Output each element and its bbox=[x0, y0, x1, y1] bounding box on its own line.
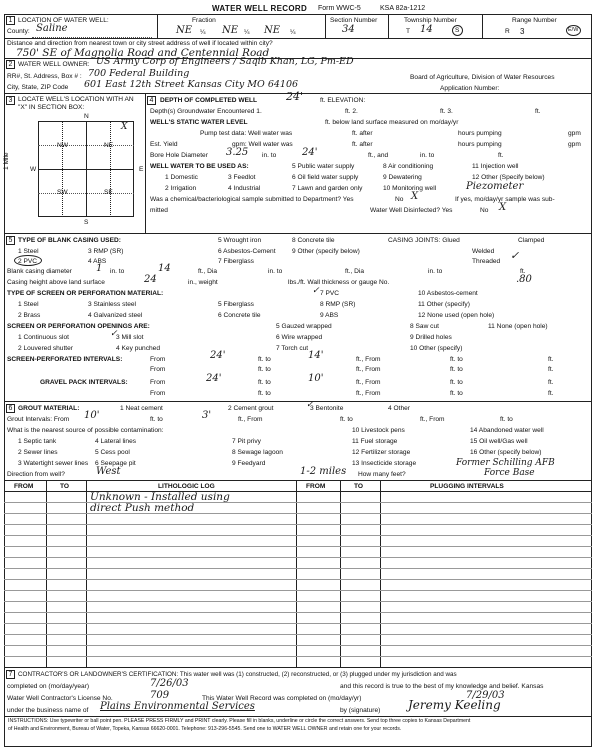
lithologic-log-header: LITHOLOGIC LOG bbox=[158, 483, 215, 490]
contam-4[interactable]: 4 Lateral lines bbox=[95, 438, 137, 445]
perf-from-label: From bbox=[150, 356, 166, 363]
gravel-to-value[interactable]: 10' bbox=[308, 373, 324, 384]
log-rule bbox=[4, 557, 592, 558]
log-rule bbox=[4, 612, 592, 613]
screen-4[interactable]: 4 Galvanized steel bbox=[88, 312, 143, 319]
township-t: T bbox=[406, 28, 411, 35]
license-label: Water Well Contractor's License No. bbox=[7, 695, 113, 702]
mill-slot-mark: ✓ bbox=[110, 329, 118, 339]
township-s: S bbox=[455, 27, 460, 34]
contam-6[interactable]: 6 Seepage pit bbox=[95, 460, 136, 467]
owner-label: WATER WELL OWNER: bbox=[18, 61, 90, 68]
instructions-line-1: INSTRUCTIONS: Use typewriter or ball point pen. PLEASE PRESS FIRMLY and PRINT clearly. Please fill in blanks, underline or circle the correct answers. Send top three copies to Kansas Department bbox=[8, 718, 471, 724]
screen-5[interactable]: 5 Fiberglass bbox=[218, 301, 254, 308]
opening-11[interactable]: 11 None (open hole) bbox=[488, 323, 548, 330]
gravel-label: GRAVEL PACK INTERVALS: bbox=[40, 379, 128, 386]
perf-ft-to: ft. to bbox=[450, 356, 463, 363]
log-entry-line-1[interactable]: Unknown - Installed using bbox=[90, 491, 230, 503]
casing-3[interactable]: 3 RMP (SR) bbox=[88, 248, 124, 255]
screen-6[interactable]: 6 Concrete tile bbox=[218, 312, 261, 319]
log-from-header: FROM bbox=[14, 483, 34, 490]
signature-label: by (signature) bbox=[340, 707, 381, 714]
log-rule bbox=[4, 579, 592, 580]
use-10[interactable]: 10 Monitoring well bbox=[383, 185, 437, 192]
height-label: Casing height above land surface bbox=[7, 279, 105, 286]
casing-8[interactable]: 8 Concrete tile bbox=[292, 237, 335, 244]
plug-to-header: TO bbox=[354, 483, 364, 490]
log-rule bbox=[4, 656, 592, 657]
use-5[interactable]: 5 Public water supply bbox=[292, 163, 355, 170]
grout-1[interactable]: 1 Neat cement bbox=[120, 405, 163, 412]
perf-ft-2: ft. bbox=[548, 366, 554, 373]
gravel-from-label: From bbox=[150, 379, 166, 386]
board-label: Board of Agriculture, Division of Water Resources bbox=[410, 74, 555, 81]
section-6-number: 6 bbox=[6, 404, 15, 413]
pump-after: ft. after bbox=[352, 130, 373, 137]
certification-line-2: and this record is true to the best of my knowledge and belief. Kansas bbox=[340, 683, 544, 690]
groundwater-3: ft. 3. bbox=[440, 108, 453, 115]
township-label: Township Number bbox=[404, 17, 457, 24]
pump-gpm: gpm bbox=[568, 130, 581, 137]
opening-10[interactable]: 10 Other (specify) bbox=[410, 345, 463, 352]
log-rule bbox=[4, 601, 592, 602]
contam-8[interactable]: 8 Sewage lagoon bbox=[232, 449, 283, 456]
grout-2[interactable]: 2 Cement grout bbox=[228, 405, 274, 412]
south-label: S bbox=[84, 219, 89, 226]
completed-label: completed on (mo/day/year) bbox=[7, 683, 90, 690]
grout-to-value[interactable]: 3' bbox=[202, 410, 212, 421]
gravel-from-value[interactable]: 24' bbox=[206, 373, 222, 384]
casing-4[interactable]: 4 ABS bbox=[88, 258, 107, 265]
joints-threaded[interactable]: Threaded bbox=[472, 258, 501, 265]
certification-line-3: This Water Well Record was completed on (mo/day/yr) bbox=[202, 695, 362, 702]
weight-label: in., weight bbox=[188, 279, 218, 286]
direction-value[interactable]: West bbox=[96, 466, 121, 477]
fraction-3[interactable]: NE bbox=[264, 25, 281, 36]
use-4[interactable]: 4 Industrial bbox=[228, 185, 261, 192]
section-2-number: 2 bbox=[6, 60, 15, 69]
quarter-mark-1: ¼ bbox=[200, 29, 206, 36]
contamination-label: What is the nearest source of possible contamination: bbox=[7, 427, 164, 434]
groundwater-label: Depth(s) Groundwater Encountered 1. bbox=[150, 108, 262, 115]
perf-intervals-label: SCREEN-PERFORATED INTERVALS: bbox=[7, 356, 123, 363]
blank-to-value[interactable]: 14 bbox=[158, 263, 171, 274]
pump-hours: hours pumping bbox=[458, 130, 502, 137]
address-value[interactable]: 700 Federal Building bbox=[88, 68, 190, 79]
range-value[interactable]: 3 bbox=[520, 27, 525, 36]
chem-mitted: mitted bbox=[150, 207, 168, 214]
contam-16[interactable]: 16 Other (specify below) bbox=[470, 449, 542, 456]
use-12[interactable]: 12 Other (Specify below) bbox=[472, 174, 545, 181]
joints-welded[interactable]: Welded bbox=[472, 248, 495, 255]
contam-other-value-2[interactable]: Force Base bbox=[484, 468, 535, 478]
screen-3[interactable]: 3 Stainless steel bbox=[88, 301, 137, 308]
distance-value[interactable]: 750' SE of Magnolia Road and Centennial Road bbox=[16, 47, 270, 59]
range-label: Range Number bbox=[512, 17, 557, 24]
grout-intervals-label: Grout Intervals: From bbox=[7, 416, 70, 423]
section-3-number: 3 bbox=[6, 96, 15, 105]
use-other-value[interactable]: Piezometer bbox=[466, 181, 524, 192]
opening-9[interactable]: 9 Drilled holes bbox=[410, 334, 452, 341]
casing-6[interactable]: 6 Asbestos-Cement bbox=[218, 248, 276, 255]
disinfect-label: Water Well Disinfected? Yes bbox=[370, 207, 453, 214]
gravel-to-label: ft. to bbox=[258, 379, 271, 386]
chem-no[interactable]: No bbox=[395, 196, 404, 203]
ksa-number: KSA 82a-1212 bbox=[380, 5, 426, 12]
bore-in-to: in. to bbox=[262, 152, 277, 159]
blank-dia-label: Blank casing diameter bbox=[7, 268, 72, 275]
section-1-number: 1 bbox=[6, 16, 15, 25]
log-rule bbox=[4, 590, 592, 591]
yield-rest: gpm: Well water was bbox=[232, 141, 293, 148]
depth-value[interactable]: 24' bbox=[286, 90, 304, 103]
opening-6[interactable]: 6 Wire wrapped bbox=[276, 334, 323, 341]
opening-7[interactable]: 7 Torch cut bbox=[276, 345, 309, 352]
gravel-ft: ft. bbox=[548, 379, 554, 386]
gravel-ft-to: ft. to bbox=[450, 379, 463, 386]
se-label: SE bbox=[104, 189, 113, 196]
perf-ft-from-2: ft., From bbox=[356, 366, 381, 373]
contam-other-value[interactable]: Former Schilling AFB bbox=[456, 458, 555, 468]
use-6[interactable]: 6 Oil field water supply bbox=[292, 174, 359, 181]
log-to-header: TO bbox=[60, 483, 70, 490]
business-name[interactable]: Plains Environmental Services bbox=[100, 701, 255, 712]
opening-1[interactable]: 1 Continuous slot bbox=[18, 334, 69, 341]
screen-7-selected[interactable]: 7 PVC bbox=[320, 290, 340, 297]
openings-label: SCREEN OR PERFORATION OPENINGS ARE: bbox=[7, 323, 150, 330]
contam-15[interactable]: 15 Oil well/Gas well bbox=[470, 438, 528, 445]
groundwater-2: ft. 2. bbox=[345, 108, 358, 115]
static-level-label: WELL'S STATIC WATER LEVEL bbox=[150, 119, 248, 126]
screen-2[interactable]: 2 Brass bbox=[18, 312, 41, 319]
ne-label: NE bbox=[104, 142, 114, 149]
screen-1[interactable]: 1 Steel bbox=[18, 301, 39, 308]
blank-ft-dia-1: ft., Dia bbox=[198, 268, 218, 275]
perf-to-label: ft. to bbox=[258, 356, 271, 363]
use-11[interactable]: 11 Injection well bbox=[472, 163, 519, 170]
yield-after: ft. after bbox=[352, 141, 373, 148]
county-label: County: bbox=[7, 28, 30, 35]
blank-in-to: in. to bbox=[110, 268, 125, 275]
casing-label: TYPE OF BLANK CASING USED: bbox=[18, 237, 121, 244]
screen-pvc-check: ✓ bbox=[312, 286, 320, 296]
contam-2[interactable]: 2 Sewer lines bbox=[18, 449, 58, 456]
perf-to-label-2: ft. to bbox=[258, 366, 271, 373]
opening-3-selected[interactable]: 3 Mill slot bbox=[116, 334, 144, 341]
perf-to-value[interactable]: 14' bbox=[308, 350, 324, 361]
screen-8[interactable]: 8 RMP (SR) bbox=[320, 301, 356, 308]
license-number[interactable]: 709 bbox=[150, 690, 170, 701]
pump-test-label: Pump test data: Well water was bbox=[200, 130, 293, 137]
bentonite-mark: ✓ bbox=[306, 400, 314, 410]
depth-label: DEPTH OF COMPLETED WELL bbox=[160, 97, 258, 104]
bore-label: Bore Hole Diameter bbox=[150, 152, 208, 159]
opening-2[interactable]: 2 Louvered shutter bbox=[18, 345, 73, 352]
sw-label: SW bbox=[57, 189, 68, 196]
screen-9[interactable]: 9 ABS bbox=[320, 312, 339, 319]
chem-no-mark: X bbox=[411, 191, 419, 202]
gravel-from-label-2: From bbox=[150, 390, 166, 397]
section-4-number: 4 bbox=[147, 96, 156, 105]
blank-in-to-2: in. to bbox=[268, 268, 283, 275]
grout-ft-to: ft. to bbox=[340, 416, 353, 423]
log-rule bbox=[4, 634, 592, 635]
screen-11[interactable]: 11 Other (specify) bbox=[418, 301, 470, 308]
static-level-rest: ft. below land surface measured on mo/day/yr bbox=[325, 119, 459, 126]
east-label: E bbox=[139, 166, 144, 173]
north-label: N bbox=[84, 113, 89, 120]
bore-ft-and: ft., and bbox=[368, 152, 389, 159]
range-ew: E/W bbox=[568, 27, 579, 33]
yield-gpm: gpm bbox=[568, 141, 581, 148]
form-title: WATER WELL RECORD bbox=[212, 4, 308, 13]
chem-rest: If yes, mo/day/yr sample was sub- bbox=[455, 196, 555, 203]
wall-label: lbs./ft. Wall thickness or gauge No. bbox=[288, 279, 390, 286]
instructions-line-2: of Health and Environment, Bureau of Water, Topeka, Kansas 66620-0001. Telephone: 913-296-5545. Send one to WATER WELL OWNER and retain one for your records. bbox=[8, 726, 402, 732]
log-rule bbox=[4, 645, 592, 646]
nw-label: NW bbox=[57, 142, 68, 149]
casing-2-selected[interactable]: 2 PVC bbox=[18, 258, 38, 265]
contam-12[interactable]: 12 Fertilizer storage bbox=[352, 449, 411, 456]
contam-13[interactable]: 13 Insecticide storage bbox=[352, 460, 417, 467]
range-r: R bbox=[505, 28, 510, 35]
grout-4[interactable]: 4 Other bbox=[388, 405, 410, 412]
perf-ft-to-2: ft. to bbox=[450, 366, 463, 373]
grout-to-label: ft. to bbox=[150, 416, 163, 423]
completed-date[interactable]: 7/26/03 bbox=[150, 678, 189, 689]
screen-12[interactable]: 12 None used (open hole) bbox=[418, 312, 495, 319]
use-2[interactable]: 2 Irrigation bbox=[165, 185, 197, 192]
bore-value[interactable]: 3.25 bbox=[226, 147, 249, 158]
chem-sample-label: Was a chemical/bacteriological sample submitted to Department? Yes bbox=[150, 196, 354, 203]
form-number: Form WWC-5 bbox=[318, 5, 361, 12]
screen-10[interactable]: 10 Asbestos-cement bbox=[418, 290, 478, 297]
log-rule bbox=[4, 546, 592, 547]
perf-ft: ft. bbox=[548, 356, 554, 363]
use-label: WELL WATER TO BE USED AS: bbox=[150, 163, 249, 170]
grout-3-selected[interactable]: 3 Bentonite bbox=[310, 405, 344, 412]
gravel-ft-to-2: ft. to bbox=[450, 390, 463, 397]
city-value[interactable]: 601 East 12th Street Kansas City MO 64106 bbox=[84, 79, 299, 90]
distance-feet-value[interactable]: 1-2 miles bbox=[300, 466, 347, 477]
perf-ft-from: ft., From bbox=[356, 356, 381, 363]
disinfect-no-mark: X bbox=[499, 202, 507, 213]
perf-from-value[interactable]: 24' bbox=[210, 350, 226, 361]
threaded-check: ✓ bbox=[510, 249, 520, 262]
application-number-label: Application Number: bbox=[440, 85, 500, 92]
gauge-value[interactable]: .80 bbox=[516, 274, 532, 285]
how-many-feet-label: How many feet? bbox=[358, 471, 406, 478]
gravel-ft-from-2: ft., From bbox=[356, 390, 381, 397]
blank-ft-dia-2: ft., Dia bbox=[345, 268, 365, 275]
use-9[interactable]: 9 Dewatering bbox=[383, 174, 422, 181]
log-rule bbox=[4, 568, 592, 569]
bore-in-to-2: in. to bbox=[420, 152, 435, 159]
contam-9[interactable]: 9 Feedyard bbox=[232, 460, 266, 467]
use-8[interactable]: 8 Air conditioning bbox=[383, 163, 434, 170]
log-rule bbox=[4, 524, 592, 525]
record-completed-date[interactable]: 7/29/03 bbox=[466, 690, 505, 701]
casing-7[interactable]: 7 Fiberglass bbox=[218, 258, 254, 265]
plug-from-header: FROM bbox=[306, 483, 326, 490]
blank-dia-value[interactable]: 1 bbox=[96, 263, 103, 274]
contam-14[interactable]: 14 Abandoned water well bbox=[470, 427, 544, 434]
bore-to-value[interactable]: 24' bbox=[302, 147, 318, 158]
contam-1[interactable]: 1 Septic tank bbox=[18, 438, 57, 445]
perf-from-label-2: From bbox=[150, 366, 166, 373]
gravel-ft-2: ft. bbox=[548, 390, 554, 397]
log-rule bbox=[4, 535, 592, 536]
west-label: W bbox=[30, 166, 37, 173]
fraction-2[interactable]: NE bbox=[222, 25, 239, 36]
blank-ft: ft. bbox=[520, 268, 526, 275]
bore-ft: ft. bbox=[498, 152, 504, 159]
log-rule bbox=[4, 623, 592, 624]
direction-label: Direction from well? bbox=[7, 471, 65, 478]
height-value[interactable]: 24 bbox=[144, 274, 157, 285]
opening-5[interactable]: 5 Gauzed wrapped bbox=[276, 323, 332, 330]
joints-clamped[interactable]: Clamped bbox=[518, 237, 545, 244]
address-label: RR#, St. Address, Box # : bbox=[7, 73, 82, 80]
screen-material-label: TYPE OF SCREEN OR PERFORATION MATERIAL: bbox=[7, 290, 164, 297]
county-value[interactable]: Saline bbox=[36, 23, 68, 34]
use-7[interactable]: 7 Lawn and garden only bbox=[292, 185, 363, 192]
location-label: LOCATION OF WATER WELL: bbox=[18, 17, 109, 24]
contam-5[interactable]: 5 Cess pool bbox=[95, 449, 130, 456]
township-value[interactable]: 14 bbox=[420, 24, 433, 35]
quarter-mark-3: ¼ bbox=[290, 29, 296, 36]
blank-in-to-3: in. to bbox=[428, 268, 443, 275]
disinfect-no[interactable]: No bbox=[480, 207, 489, 214]
gravel-to-label-2: ft. to bbox=[258, 390, 271, 397]
grout-ft-to-2: ft. to bbox=[500, 416, 513, 423]
grout-from-value[interactable]: 10' bbox=[84, 410, 100, 421]
city-label: City, State, ZIP Code bbox=[7, 84, 69, 91]
contam-3[interactable]: 3 Watertight sewer lines bbox=[18, 460, 89, 467]
yield-hours: hours pumping bbox=[458, 141, 502, 148]
fraction-1[interactable]: NE bbox=[176, 25, 193, 36]
mile-label: 1 Mile bbox=[3, 152, 10, 170]
section-number-value[interactable]: 34 bbox=[342, 24, 355, 35]
casing-1[interactable]: 1 Steel bbox=[18, 248, 39, 255]
grout-ft-from: ft., From bbox=[238, 416, 263, 423]
business-label: under the business name of bbox=[7, 707, 89, 714]
yield-label: Est. Yield bbox=[150, 141, 178, 148]
use-3[interactable]: 3 Feedlot bbox=[228, 174, 256, 181]
elevation-label: ft. ELEVATION: bbox=[320, 97, 366, 104]
signature[interactable]: Jeremy Keeling bbox=[408, 698, 501, 712]
joints-label: CASING JOINTS: Glued bbox=[388, 237, 460, 244]
groundwater-ft: ft. bbox=[535, 108, 541, 115]
contam-10[interactable]: 10 Livestock pens bbox=[352, 427, 405, 434]
plugging-intervals-header: PLUGGING INTERVALS bbox=[430, 483, 504, 490]
contam-7[interactable]: 7 Pit privy bbox=[232, 438, 261, 445]
quarter-mark-2: ¼ bbox=[244, 29, 250, 36]
certification-line-1: CONTRACTOR'S OR LANDOWNER'S CERTIFICATION: This water well was (1) constructed, (2) reconstructed, or (3) plugged under my jurisdiction and was bbox=[18, 671, 457, 678]
casing-5[interactable]: 5 Wrought iron bbox=[218, 237, 262, 244]
opening-8[interactable]: 8 Saw cut bbox=[410, 323, 439, 330]
section-number-label: Section Number bbox=[330, 17, 378, 24]
gravel-ft-from: ft., From bbox=[356, 379, 381, 386]
casing-9[interactable]: 9 Other (specify below) bbox=[292, 248, 360, 255]
locate-label: LOCATE WELL'S LOCATION WITH AN "X" IN SECTION BOX: bbox=[18, 96, 134, 111]
owner-value[interactable]: US Army Corp of Engineers / Saqib Khan, LG, Pm-ED bbox=[96, 56, 354, 67]
section-5-number: 5 bbox=[6, 236, 15, 245]
fraction-label: Fraction bbox=[192, 17, 216, 24]
distance-label: Distance and direction from nearest town or city street address of well if located within city? bbox=[7, 40, 273, 47]
grout-label: GROUT MATERIAL: bbox=[18, 405, 80, 412]
opening-4[interactable]: 4 Key punched bbox=[116, 345, 160, 352]
use-1[interactable]: 1 Domestic bbox=[165, 174, 198, 181]
grout-ft-from-2: ft., From bbox=[420, 416, 445, 423]
contam-11[interactable]: 11 Fuel storage bbox=[352, 438, 398, 445]
section-7-number: 7 bbox=[6, 670, 15, 679]
well-location-mark: X bbox=[121, 122, 128, 132]
log-entry-line-2[interactable]: direct Push method bbox=[90, 502, 195, 514]
